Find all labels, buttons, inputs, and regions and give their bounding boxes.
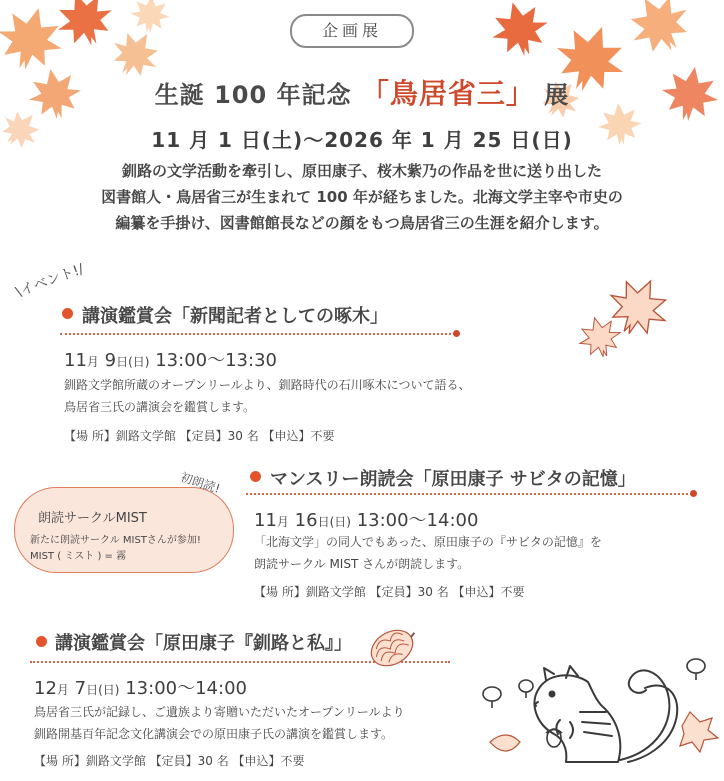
- pinecone-icon: [366, 622, 418, 674]
- intro-text: [30, 158, 694, 236]
- title-prefix: 生誕 100 年記念: [154, 81, 352, 109]
- exhibition-title: [0, 72, 724, 112]
- event-divider: [246, 493, 692, 495]
- event-label: \イベント!/: [13, 261, 86, 301]
- event-info: 【場 所】釧路文学館 【定員】30 名 【申込】不要: [254, 585, 525, 599]
- intro-line: 釧路の文学活動を牽引し、原田康子、桜木紫乃の作品を世に送り出した: [121, 162, 602, 180]
- event-divider: [60, 333, 455, 335]
- event-description: 「北海文学」の同人でもあった、原田康子の『サビタの記憶』を 朗読サークル MIST さんが朗読します。: [254, 535, 602, 571]
- squirrel-illustration: [470, 642, 720, 777]
- title-name: 「鳥居省三」: [360, 77, 535, 110]
- exhibition-dates: 11 月 1 日(土)〜2026 年 1 月 25 日(日): [151, 128, 573, 152]
- mist-title: 朗読サークルMIST: [38, 511, 147, 526]
- event-title: 講演鑑賞会「新聞記者としての啄木」: [82, 306, 388, 327]
- event-datetime: 11月 9日(日) 13:00〜13:30: [64, 350, 277, 371]
- intro-line: 図書館人・鳥居省三が生まれて 100 年が経ちました。北海文学主宰や市史の: [101, 188, 623, 206]
- event-bullet: [62, 308, 73, 319]
- event-info: 【場 所】釧路文学館 【定員】30 名 【申込】不要: [64, 429, 335, 443]
- divider-end-dot: [453, 330, 460, 337]
- event-info: 【場 所】釧路文学館 【定員】30 名 【申込】不要: [34, 754, 305, 768]
- event-datetime: 11月 16日(日) 13:00〜14:00: [254, 510, 479, 531]
- first-reading-label: 初朗読!: [178, 470, 222, 496]
- intro-line: 編纂を手掛け、図書館館長などの顔をもつ鳥居省三の生涯を紹介します。: [115, 214, 609, 232]
- event-datetime: 12月 7日(日) 13:00〜14:00: [34, 678, 247, 699]
- event-title: マンスリー朗読会「原田康子 サビタの記憶」: [270, 469, 636, 490]
- event-title: 講演鑑賞会「原田康子『釧路と私』」: [55, 633, 352, 654]
- event-description: 鳥居省三氏が記録し、ご遺族より寄贈いただいたオープンリールより 釧路開基百年記念文化講演会での原田康子氏の講演を鑑賞します。: [34, 705, 405, 741]
- title-suffix: 展: [544, 81, 570, 109]
- divider-end-dot: [690, 490, 697, 497]
- mist-line: MIST ( ミスト ) = 霧: [30, 551, 127, 562]
- event-bullet: [250, 471, 261, 482]
- event-bullet: [36, 636, 47, 647]
- exhibition-tag: 企画展: [290, 14, 414, 48]
- maple-leaf-icon: [570, 272, 680, 367]
- mist-line: 新たに朗読サークル MISTさんが参加!: [30, 535, 201, 546]
- event-description: 釧路文学館所蔵のオープンリールより、釧路時代の石川啄木について語る、 鳥居省三氏の講演会を鑑賞します。: [64, 378, 471, 414]
